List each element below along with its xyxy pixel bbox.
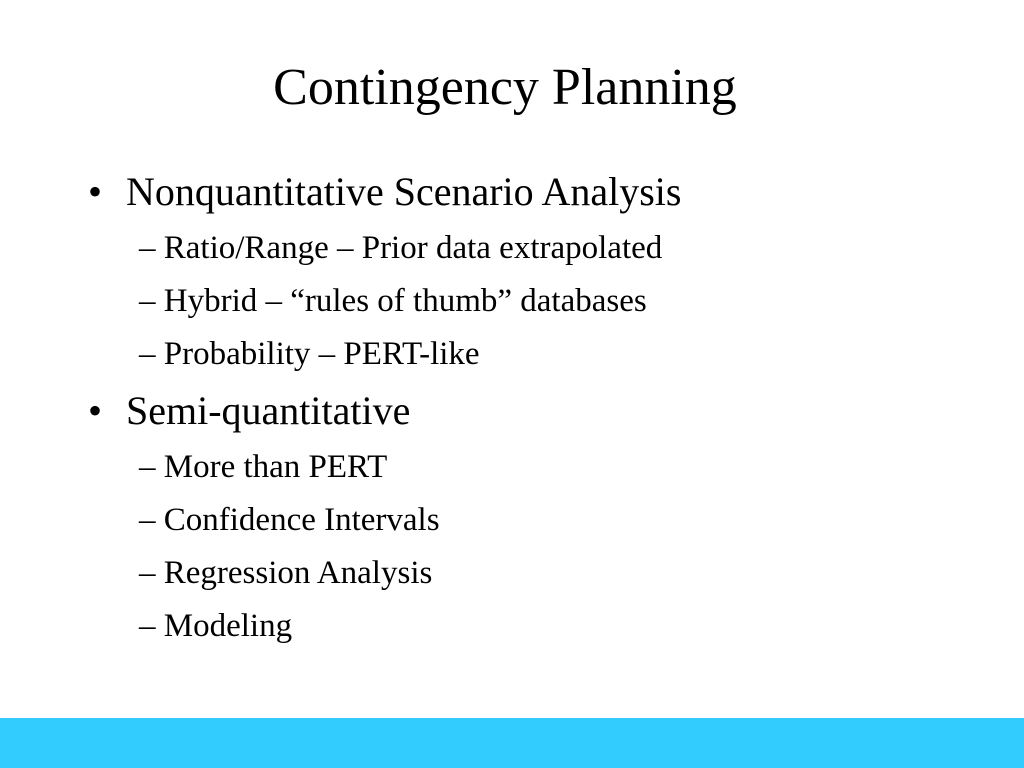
sub-bullet-text: – Probability – PERT-like [139, 336, 480, 372]
bullet-icon: • [88, 388, 103, 433]
sub-bullet-item [0, 328, 1024, 381]
bottom-accent-bar [0, 718, 1024, 768]
sub-bullet-item [0, 547, 1024, 600]
sub-bullet-item [0, 600, 1024, 653]
sub-bullet-text: – Ratio/Range – Prior data extrapolated [139, 230, 663, 266]
sub-bullet-text: – Modeling [139, 608, 293, 644]
bullet-item [0, 162, 1024, 222]
sub-bullet-text: – More than PERT [139, 449, 388, 485]
bullet-text: Semi-quantitative [126, 388, 411, 433]
sub-bullet-item [0, 441, 1024, 494]
slide-title: Contingency Planning [273, 59, 737, 116]
sub-bullet-item [0, 275, 1024, 328]
sub-bullet-text: – Hybrid – “rules of thumb” databases [139, 283, 647, 319]
bullet-text: Nonquantitative Scenario Analysis [126, 169, 682, 214]
sub-bullet-item [0, 222, 1024, 275]
sub-bullet-item [0, 494, 1024, 547]
sub-bullet-text: – Confidence Intervals [139, 502, 440, 538]
slide-body [0, 162, 1024, 653]
bullet-icon: • [88, 169, 103, 214]
sub-bullet-text: – Regression Analysis [139, 555, 433, 591]
bullet-item [0, 381, 1024, 441]
